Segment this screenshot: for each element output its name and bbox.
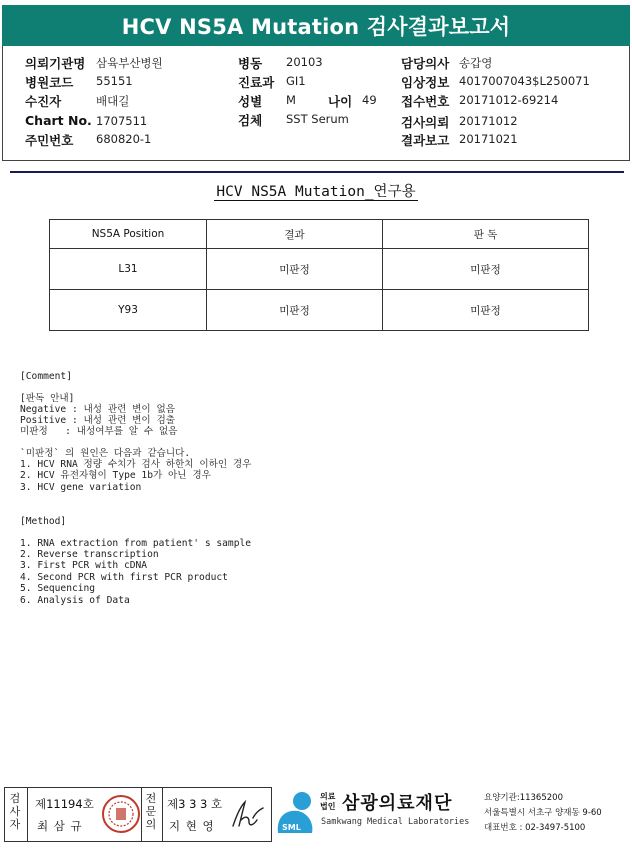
seal-icon — [101, 794, 141, 834]
organization-legal-type: 의료 법인 — [320, 792, 336, 811]
label-chart-no: Chart No. — [25, 113, 92, 128]
value-resident-no: 680820-1 — [96, 132, 152, 146]
method-step: 6. Analysis of Data — [20, 595, 130, 606]
logo-badge: SML — [282, 823, 301, 832]
guide-heading: [판독 안내] — [20, 393, 75, 404]
tester-license-no: 제11194호 — [35, 797, 94, 811]
method-heading: [Method] — [20, 516, 67, 527]
institution-code: 요양기관:11365200 — [484, 793, 563, 803]
label-specimen: 검체 — [238, 113, 263, 128]
value-clinical-info: 4017007043$L250071 — [459, 74, 590, 88]
method-step: 4. Second PCR with first PCR product — [20, 572, 228, 583]
signature-icon — [227, 796, 267, 834]
reason-line: 2. HCV 유전자형이 Type 1b가 아닌 경우 — [20, 470, 211, 481]
label-hospital-code: 병원코드 — [25, 75, 74, 90]
reason-line: 3. HCV gene variation — [20, 482, 142, 493]
organization-address: 서울특별시 서초구 양재동 9-60 — [484, 808, 602, 818]
cell-position: Y93 — [50, 290, 207, 331]
cell-result: 미판정 — [207, 249, 383, 290]
reason-heading: `미판정` 의 원인은 다음과 같습니다. — [20, 448, 191, 459]
label-resident-no: 주민번호 — [25, 133, 74, 148]
table-header-row — [50, 220, 589, 249]
table-row — [50, 290, 589, 331]
label-clinical-info: 임상정보 — [401, 75, 450, 90]
method-step: 1. RNA extraction from patient' s sample — [20, 538, 252, 549]
expert-label — [143, 792, 159, 831]
value-sex: M — [286, 93, 296, 107]
report-footer — [2, 787, 630, 844]
label-age: 나이 — [328, 94, 353, 109]
sml-logo-icon — [274, 789, 318, 837]
divider — [162, 788, 163, 841]
guide-line: 미판정 : 내성여부를 알 수 없음 — [20, 426, 178, 437]
divider — [141, 788, 142, 841]
report-title: HCV NS5A Mutation 검사결과보고서 — [121, 14, 511, 39]
value-accession-no: 20171012-69214 — [459, 93, 559, 107]
label-requesting-institution: 의뢰기관명 — [25, 56, 86, 71]
guide-line: Positive : 내성 관련 변이 검출 — [20, 415, 176, 426]
label-request-date: 검사의뢰 — [401, 115, 450, 130]
value-hospital-code: 55151 — [96, 74, 133, 88]
patient-info-panel — [2, 46, 630, 161]
signature-box — [4, 787, 272, 842]
organization-english-name: Samkwang Medical Laboratories — [321, 817, 470, 827]
cell-interpretation: 미판정 — [383, 249, 589, 290]
value-patient: 배대길 — [96, 94, 130, 108]
method-step: 2. Reverse transcription — [20, 549, 159, 560]
value-department: GI1 — [286, 74, 306, 88]
label-accession-no: 접수번호 — [401, 94, 450, 109]
reason-line: 1. HCV RNA 정량 수치가 검사 하한치 이하인 경우 — [20, 459, 252, 470]
organization-block — [272, 787, 630, 840]
results-table — [49, 219, 589, 331]
table-row — [50, 249, 589, 290]
label-patient: 수진자 — [25, 94, 62, 109]
method-step: 3. First PCR with cDNA — [20, 560, 148, 571]
organization-name: 삼광의료재단 — [342, 793, 453, 814]
organization-phone: 대표번호 : 02-3497-5100 — [484, 823, 586, 833]
column-header-position: NS5A Position — [50, 220, 207, 249]
expert-label-text: 전문의 — [145, 792, 157, 831]
section-divider — [10, 171, 624, 173]
handwritten-signature — [227, 796, 267, 838]
value-specimen: SST Serum — [286, 112, 349, 126]
comment-heading: [Comment] — [20, 371, 72, 382]
official-seal — [101, 794, 141, 838]
tester-label — [7, 792, 23, 831]
cell-interpretation: 미판정 — [383, 290, 589, 331]
value-chart-no: 1707511 — [96, 114, 148, 128]
value-age: 49 — [362, 93, 377, 107]
divider — [27, 788, 28, 841]
tester-label-text: 검사자 — [9, 792, 21, 831]
cell-result: 미판정 — [207, 290, 383, 331]
expert-name: 지 현 영 — [169, 819, 215, 833]
method-step: 5. Sequencing — [20, 583, 96, 594]
value-request-date: 20171012 — [459, 114, 518, 128]
label-physician: 담당의사 — [401, 56, 450, 71]
label-department: 진료과 — [238, 75, 275, 90]
guide-line: Negative : 내성 관련 변이 없음 — [20, 404, 176, 415]
value-requesting-institution: 삼육부산병원 — [96, 56, 163, 70]
organization-logo — [274, 789, 318, 841]
cell-position: L31 — [50, 249, 207, 290]
section-title — [0, 180, 632, 201]
value-ward: 20103 — [286, 55, 323, 69]
column-header-result: 결과 — [207, 220, 383, 249]
value-report-date: 20171021 — [459, 132, 518, 146]
tester-name: 최 삼 규 — [37, 819, 83, 833]
value-physician: 송갑영 — [459, 56, 493, 70]
label-ward: 병동 — [238, 56, 263, 71]
report-title-bar — [2, 5, 630, 46]
label-report-date: 결과보고 — [401, 133, 450, 148]
section-title-text: HCV NS5A Mutation_연구용 — [216, 184, 416, 200]
column-header-interpretation: 판 독 — [383, 220, 589, 249]
expert-license-no: 제3 3 3 호 — [167, 797, 223, 811]
label-sex: 성별 — [238, 94, 263, 109]
